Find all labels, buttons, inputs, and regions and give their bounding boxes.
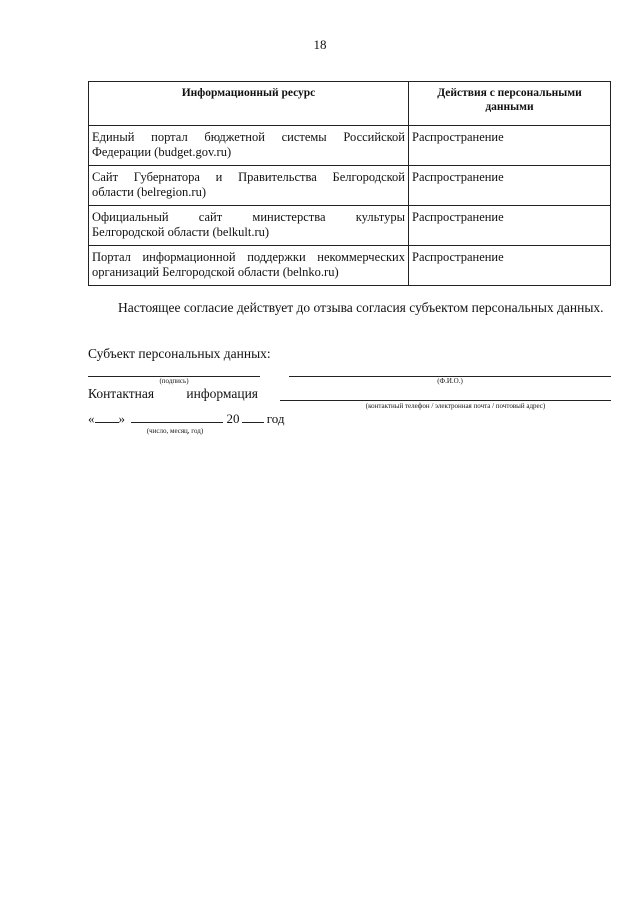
subject-label: Субъект персональных данных: [88,346,271,361]
header-actions: Действия с персональными данными [409,82,611,126]
resource-line: Портал информационной поддержки некоммерческих [92,250,405,264]
resources-table [88,81,611,286]
year-blank[interactable] [242,411,264,423]
table-row [89,166,611,206]
action-cell: Распространение [409,166,611,206]
consent-paragraph [88,300,611,316]
resource-line: организаций Белгородской области (belnko.ru) [92,265,339,279]
resource-cell [89,126,409,166]
consent-text: Настоящее согласие действует до отзыва согласия субъектом персональных данных. [118,300,604,315]
page-number: 18 [313,37,327,52]
action-cell: Распространение [409,126,611,166]
contact-label [88,386,258,402]
header-resource: Информационный ресурс [89,82,409,126]
table-row [89,246,611,286]
signature-caption: (подпись) [159,377,189,385]
resource-line: Официальный сайт министерства культуры [92,210,405,224]
resource-cell [89,246,409,286]
table-row [89,126,611,166]
contact-word: Контактная [88,386,155,401]
resource-cell [89,166,409,206]
table-row [89,206,611,246]
resource-line: Единый портал бюджетной системы Российской [92,130,405,144]
resource-line: Федерации (budget.gov.ru) [92,145,232,159]
full-name-caption: (Ф.И.О.) [437,377,463,385]
contact-caption: (контактный телефон / электронная почта / почтовый адрес) [365,402,546,410]
century-text: 20 [226,411,240,426]
contact-word: информация [186,386,258,401]
resource-line: области (belregion.ru) [92,185,206,199]
resource-line: Сайт Губернатора и Правительства Белгородской [92,170,405,184]
contact-line[interactable] [280,400,611,401]
day-blank[interactable] [95,411,119,423]
date-row [88,411,285,427]
date-caption: (число, месяц, год) [146,427,204,435]
year-word: год [266,411,285,426]
month-blank[interactable] [131,411,223,423]
close-quote: » [118,411,125,426]
action-cell: Распространение [409,246,611,286]
open-quote: « [88,411,95,426]
table-header-row [89,82,611,126]
resource-cell [89,206,409,246]
action-cell: Распространение [409,206,611,246]
resource-line: Белгородской области (belkult.ru) [92,225,270,239]
